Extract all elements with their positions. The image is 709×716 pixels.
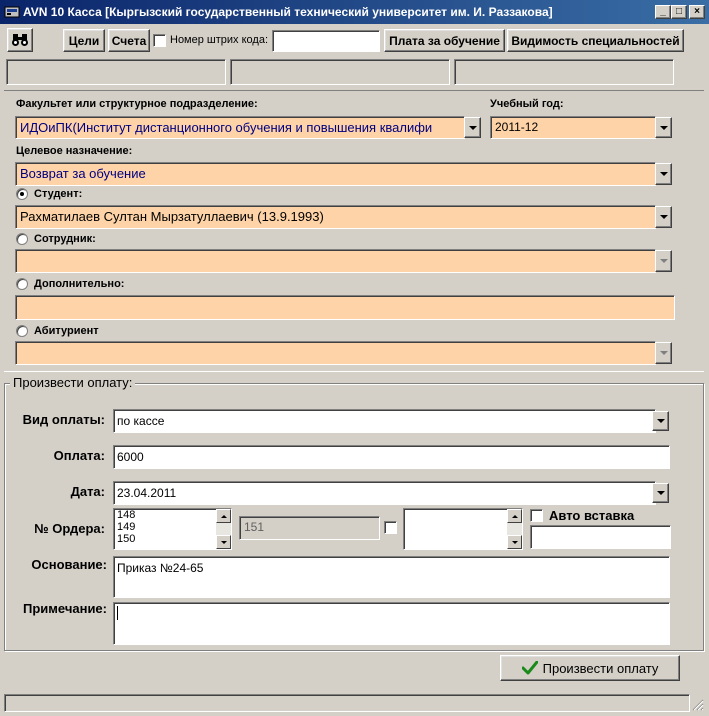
date-label: Дата: (70, 484, 105, 499)
window-title: AVN 10 Касса [Кыргызский государственный технический университет им. И. Раззакова] (23, 5, 553, 19)
order-listbox[interactable] (113, 508, 232, 550)
auto-insert-checkbox[interactable] (530, 509, 543, 522)
faculty-select[interactable]: ИДОиПК(Институт дистанционного обучения и повышения квалифи (15, 116, 465, 139)
barcode-checkbox[interactable] (153, 34, 166, 47)
chevron-down-icon (660, 126, 668, 130)
payment-group-title: Произвести оплату: (10, 375, 135, 390)
student-dropdown-button[interactable] (655, 206, 672, 228)
year-dropdown-button[interactable] (655, 117, 672, 138)
date-picker[interactable]: 23.04.2011 (113, 481, 656, 505)
chevron-down-icon (660, 215, 668, 219)
auto-insert-input[interactable] (530, 525, 671, 549)
employee-select[interactable] (15, 249, 656, 273)
accounts-button[interactable]: Счета (108, 29, 150, 52)
chevron-down-icon (469, 126, 477, 130)
info-panel-2 (230, 59, 450, 85)
year-select[interactable]: 2011-12 (490, 116, 656, 139)
student-radio[interactable] (16, 188, 28, 200)
order-checkbox[interactable] (384, 521, 397, 534)
date-dropdown-button[interactable] (652, 483, 669, 503)
year-label: Учебный год: (490, 98, 564, 110)
arrow-up-icon (512, 515, 518, 518)
amount-label: Оплата: (53, 448, 105, 463)
status-bar (4, 694, 690, 712)
barcode-input[interactable] (272, 30, 380, 52)
student-label: Студент: (34, 188, 83, 200)
info-panel-3 (454, 59, 674, 85)
scroll-up-button[interactable] (216, 509, 231, 523)
purpose-dropdown-button[interactable] (655, 163, 672, 185)
app-icon (4, 4, 20, 20)
text-caret (117, 606, 118, 620)
secondary-scrollbar[interactable] (507, 509, 522, 549)
maximize-button[interactable]: □ (671, 5, 687, 19)
auto-insert-label: Авто вставка (549, 508, 635, 523)
search-button[interactable] (7, 28, 33, 52)
order-scrollbar[interactable] (216, 509, 231, 549)
arrow-down-icon (221, 541, 227, 544)
basis-textarea[interactable]: Приказ №24-65 (113, 556, 670, 598)
amount-input[interactable]: 6000 (113, 445, 670, 469)
binoculars-icon (11, 33, 29, 47)
specialties-visibility-button[interactable]: Видимость специальностей (507, 29, 684, 52)
submit-payment-label: Произвести оплату (542, 660, 659, 676)
resize-grip[interactable] (690, 697, 706, 713)
applicant-dropdown-button[interactable] (655, 342, 672, 364)
employee-label: Сотрудник: (34, 233, 96, 245)
checkmark-icon (522, 661, 538, 675)
basis-label: Основание: (31, 557, 107, 572)
order-number-display: 151 (239, 516, 380, 540)
tuition-button[interactable]: Плата за обучение (384, 29, 505, 52)
resize-grip-icon (690, 697, 704, 711)
payment-type-select[interactable]: по кассе (113, 409, 656, 433)
scroll-down-button[interactable] (216, 535, 231, 549)
scroll-down-button[interactable] (507, 535, 522, 549)
employee-radio[interactable] (16, 233, 28, 245)
scroll-up-button[interactable] (507, 509, 522, 523)
student-select[interactable]: Рахматилаев Султан Мырзатуллаевич (13.9.1993) (15, 205, 656, 229)
note-label: Примечание: (23, 601, 107, 616)
chevron-down-icon (660, 259, 668, 263)
faculty-label: Факультет или структурное подразделение: (16, 98, 258, 110)
employee-dropdown-button[interactable] (655, 250, 672, 272)
minimize-button[interactable]: _ (655, 5, 671, 19)
list-item[interactable]: 149 (117, 521, 136, 533)
payment-type-dropdown-button[interactable] (652, 411, 669, 431)
close-button[interactable]: × (689, 5, 705, 19)
list-item[interactable]: 150 (117, 533, 136, 545)
additional-radio[interactable] (16, 278, 28, 290)
purpose-select[interactable]: Возврат за обучение (15, 162, 656, 186)
applicant-radio[interactable] (16, 325, 28, 337)
list-item[interactable]: 148 (117, 509, 136, 521)
chevron-down-icon (660, 351, 668, 355)
order-secondary-listbox[interactable] (403, 508, 523, 550)
note-textarea[interactable] (113, 602, 670, 645)
chevron-down-icon (657, 491, 665, 495)
applicant-select[interactable] (15, 341, 656, 365)
payment-type-label: Вид оплаты: (22, 412, 105, 427)
chevron-down-icon (657, 419, 665, 423)
additional-label: Дополнительно: (34, 278, 125, 290)
chevron-down-icon (660, 172, 668, 176)
goals-button[interactable]: Цели (63, 29, 105, 52)
additional-input[interactable] (15, 295, 675, 320)
arrow-up-icon (221, 515, 227, 518)
barcode-label: Номер штрих кода: (170, 34, 269, 46)
applicant-label: Абитуриент (34, 325, 99, 337)
purpose-label: Целевое назначение: (16, 145, 133, 157)
submit-payment-button[interactable] (500, 655, 680, 681)
faculty-dropdown-button[interactable] (464, 117, 481, 138)
arrow-down-icon (512, 541, 518, 544)
info-panel-1 (6, 59, 226, 85)
order-label: № Ордера: (34, 521, 105, 536)
title-bar (0, 0, 709, 24)
